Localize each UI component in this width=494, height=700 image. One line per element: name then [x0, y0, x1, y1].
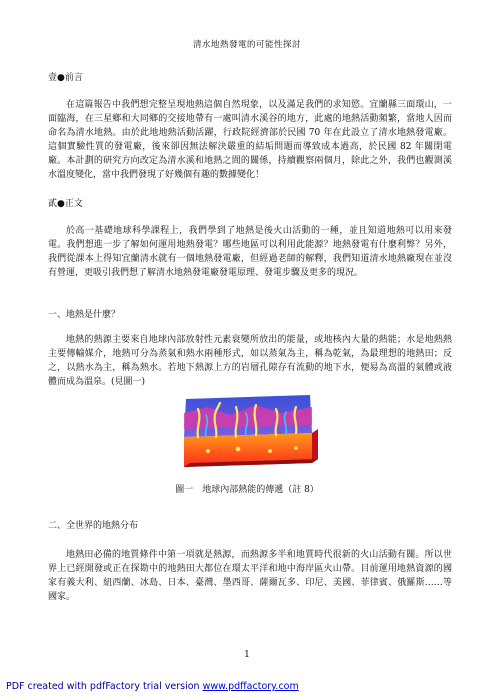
paragraph-world-distribution: 地熱田必備的地質條件中第一項就是熱源，而熱源多半和地質時代很新的火山活動有關。所以世界上已經開發或正在探勘中的地熱田大都位在環太平洋和地中海岸區火山帶。目前運用地熱資源的國家有義大利、紐西蘭、冰島、日本、臺灣、墨西哥、薩爾瓦多、印尼、美國、菲律賓、俄羅斯……等國家。: [48, 550, 452, 602]
paragraph-body-intro: 於高一基礎地球科學課程上，我們學到了地熱是後火山活動的一種，並且知道地熱可以用來發電。我們想進一步了解如何運用地熱發電？哪些地區可以利用此能源？地熱發電有什麼利弊？另外，我們從課本上得知宜蘭清水就有一個地熱發電廠，但經過老師的解釋，我們知道清水地熱廠現在並沒有營運，更吸引我們想了解清水地熱發電廠發電原理、發電步驟及更多的現況。: [48, 226, 452, 278]
pdffactory-link[interactable]: www.pdffactory.com: [202, 681, 299, 692]
footer-prefix-text: PDF created with pdfFactory trial version: [6, 681, 203, 692]
page-number: 1: [244, 650, 250, 660]
paragraph-preface: 在這篇報告中我們想完整呈現地熱這個自然現象，以及滿足我們的求知慾。宜蘭縣三面環山，一面臨海，在三星鄉和大同鄉的交接地帶有一處叫清水溪谷的地方，此處的地熱活動頻繁，當地人因而命名為清水地熱。由於此地地熱活動活躍，行政院經濟部於民國 70 年在此設立了清水地熱發電廠。這個實驗性質的發電廠，後來卻因無法解決嚴重的結垢問題而導致成本過高，於民國 82 年關閉電廠。本計劃的研究方向改定為清水溪和地熱之間的關係，持續觀察兩個月，除此之外，我們也觀測溪水溫度變化，當中我們發現了好幾個有趣的數據變化！: [48, 100, 452, 180]
figure-caption: 圖一 地球內部熱能的傳遞（註 8）: [175, 485, 319, 495]
page-header-title: 清水地熱發電的可能性探討: [192, 40, 301, 50]
section-title-world-distribution: 二、全世界的地熱分布: [48, 521, 139, 531]
section-title-preface: 壹●前言: [48, 73, 83, 83]
section-title-body: 貳●正文: [48, 199, 83, 209]
section-title-what-is-geothermal: 一、地熱是什麼？: [48, 310, 121, 320]
pdf-creator-footer: [6, 681, 299, 692]
paragraph-geothermal-definition: 地熱的熱源主要來自地球內部放射性元素衰變所放出的能量，或地核內大量的熱能；水是地熱熱主要傳輸媒介，地熱可分為蒸氣和熱水兩種形式，如以蒸氣為主，稱為乾氣，為最理想的地熱田；反之，以熱水為主，稱為熱水。若地下熱源上方的岩層孔隙存有流動的地下水，便易為高溫的氣體或液體而成為溫泉。(見圖一): [48, 335, 452, 387]
geothermal-heat-transfer-illustration: [178, 393, 318, 473]
